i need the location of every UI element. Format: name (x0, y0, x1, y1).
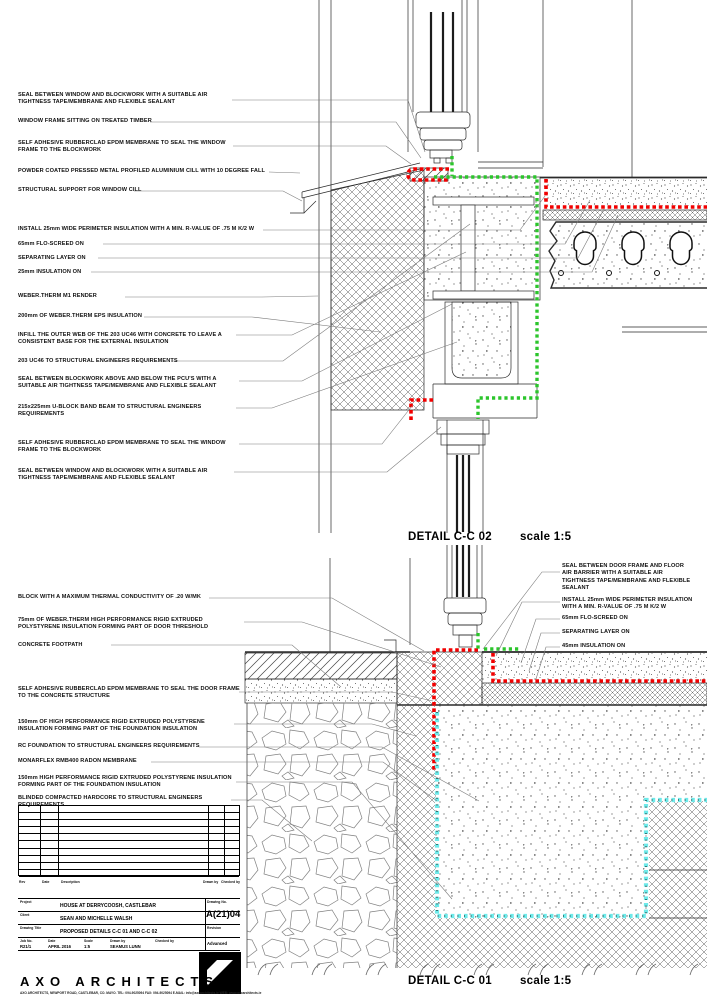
annotation-label: INSTALL 25mm WIDE PERIMETER INSULATION WITH A MIN. R-VALUE OF .75 M K/2 W (18, 226, 255, 232)
drawing-title-value: PROPOSED DETAILS C-C 01 AND C-C 02 (60, 929, 158, 935)
annotation-label: SELF ADHESIVE RUBBERCLAD EPDM MEMBRANE TO SEAL THE WINDOW FRAME TO THE BLOCKWORK (18, 140, 226, 154)
detail-cc02-section (290, 0, 707, 533)
drawing-no-label: Drawing No. (207, 900, 227, 904)
status-value: Advanced (207, 941, 228, 946)
annotation-label: BLINDED COMPACTED HARDCORE TO STRUCTURAL ENGINEERS REQUIREMENTS (18, 795, 203, 809)
annotation-label: CONCRETE FOOTPATH (18, 642, 83, 648)
revision-table-column-line (224, 805, 225, 876)
lower-window-lines (447, 420, 483, 533)
detail-cc02-title (408, 531, 571, 543)
edge-insulation-right (649, 801, 707, 918)
ceiling-lines (622, 327, 707, 332)
revision-table-column-line (40, 805, 41, 876)
date-value: APRIL 2016 (48, 944, 71, 949)
job-no-label: Job No. (20, 938, 33, 943)
revision-table (18, 805, 240, 876)
annotation-label: SEPARATING LAYER ON (562, 629, 630, 635)
annotation-label: WINDOW FRAME SITTING ON TREATED TIMBER (18, 118, 152, 124)
title-block-rule (18, 898, 240, 899)
drawing-title-label: Drawing Title (20, 926, 42, 930)
wall-face-lines (330, 558, 410, 652)
scale-value: 1:5 (84, 944, 91, 949)
annotation-label: SEPARATING LAYER ON (18, 255, 86, 261)
annotation-label: INSTALL 25mm WIDE PERIMETER INSULATION WITH A MIN. R-VALUE OF .75 M K/2 W (562, 597, 693, 611)
annotation-label: WEBER.THERM M1 RENDER (18, 293, 97, 299)
detail-title-text: DETAIL C-C 01 (408, 975, 492, 987)
detail-title-text: DETAIL C-C 02 (408, 531, 492, 543)
footpath-bedding (245, 679, 397, 703)
annotation-label: SEAL BETWEEN BLOCKWORK ABOVE AND BELOW THE PCU'S WITH A SUITABLE AIR TIGHTNESS TAPE/MEMBRANE AND FLEXIBLE SEALANT (18, 376, 217, 390)
revision-table-column-line (58, 805, 59, 876)
floor-insulation (482, 683, 707, 705)
annotation-label: 75mm OF WEBER.THERM HIGH PERFORMANCE RIGID EXTRUDED POLYSTYRENE INSULATION FORMING PART OF DOOR THRESHOLD (18, 617, 209, 631)
door-triple-glazing (457, 545, 469, 597)
scale-label: Scale (84, 938, 93, 943)
edge-insulation-left (397, 705, 435, 918)
hardcore (247, 703, 397, 968)
checked-by-col-header: Checked by (221, 880, 241, 884)
date-label: Date (48, 938, 56, 943)
detail-cc01-title (408, 975, 571, 987)
annotation-label: 200mm OF WEBER.THERM EPS INSULATION (18, 313, 142, 319)
perimeter-insulation-band (543, 210, 707, 220)
annotation-label: RC FOUNDATION TO STRUCTURAL ENGINEERS REQUIREMENTS (18, 743, 200, 749)
title-block-rule (18, 924, 240, 925)
annotation-label: SELF ADHESIVE RUBBERCLAD EPDM MEMBRANE TO SEAL THE WINDOW FRAME TO THE BLOCKWORK (18, 440, 226, 454)
annotation-label: MONARFLEX RMB400 RADON MEMBRANE (18, 758, 137, 764)
annotation-label: STRUCTURAL SUPPORT FOR WINDOW CILL (18, 187, 142, 193)
annotation-label: 150mm OF HIGH PERFORMANCE RIGID EXTRUDED POLYSTYRENE INSULATION FORMING PART OF THE FOUNDATION INSULATION (18, 719, 205, 733)
concrete-infill (424, 177, 540, 300)
annotation-label: 45mm INSULATION ON (562, 643, 626, 649)
detail-scale-text: scale 1:5 (519, 531, 572, 543)
annotation-label: 65mm FLO-SCREED ON (562, 615, 628, 621)
cill-support-bracket (290, 198, 316, 213)
detail-scale-text: scale 1:5 (519, 975, 572, 987)
drawn-by-col-header: Drawn by (203, 880, 219, 884)
job-no-value: R21/1 (20, 944, 32, 949)
annotation-label: 65mm FLO-SCREED ON (18, 241, 84, 247)
underslab-insulation (397, 918, 707, 968)
firm-address: AXO ARCHITECTS, NEWPORT ROAD, CASTLEBAR, CO. MAYO. TEL: 094-9025094 FAX: 094-9025094 E-MAIL: info@axoarchitects.ie WEB: www.axoarchitects.ie (20, 991, 262, 995)
client-label: Client (20, 913, 30, 917)
door-frame-lines (447, 545, 482, 598)
rev-col-header: Rev (19, 880, 26, 884)
annotation-label: 25mm INSULATION ON (18, 269, 82, 275)
client-value: SEAN AND MICHELLE WALSH (60, 916, 133, 922)
footpath-concrete (245, 653, 397, 679)
annotation-label: BLOCK WITH A MAXIMUM THERMAL CONDUCTIVITY OF .20 W/MK (18, 594, 202, 600)
annotation-label: INFILL THE OUTER WEB OF THE 203 UC46 WITH CONCRETE TO LEAVE A CONSISTENT BASE FOR THE EXTERNAL INSULATION (18, 332, 222, 346)
annotation-label: POWDER COATED PRESSED METAL PROFILED ALUMINIUM CILL WITH 10 DEGREE FALL (18, 168, 266, 174)
render-face-lines (319, 0, 331, 533)
annotation-label: SEAL BETWEEN WINDOW AND BLOCKWORK WITH A SUITABLE AIR TIGHTNESS TAPE/MEMBRANE AND FLEXIBLE SEALANT (18, 92, 208, 106)
revision-table-column-line (208, 805, 209, 876)
eps-insulation (331, 170, 424, 410)
annotation-label: SEAL BETWEEN WINDOW AND BLOCKWORK WITH A SUITABLE AIR TIGHTNESS TAPE/MEMBRANE AND FLEXIBLE SEALANT (18, 468, 208, 482)
annotation-label: 215x225mm U-BLOCK BAND BEAM TO STRUCTURAL ENGINEERS REQUIREMENTS (18, 404, 202, 418)
revision-label: Revision (207, 926, 222, 930)
title-block-divider (205, 898, 206, 950)
hollowcore-voids (574, 232, 692, 265)
project-label: Project (20, 900, 32, 904)
description-col-header: Description (61, 880, 80, 884)
checked-by-label: Checked by (155, 938, 175, 943)
drawn-by-label: Drawn by (110, 938, 126, 943)
title-block-rule (18, 950, 240, 951)
drawn-by-value: SEAMUS LUNN (110, 944, 141, 949)
annotation-label: SEAL BETWEEN DOOR FRAME AND FLOOR AIR BARRIER WITH A SUITABLE AIR TIGHTNESS TAPE/MEMBRANE AND FLEXIBLE SEALANT (562, 563, 691, 591)
flo-screed (482, 653, 707, 681)
flo-screed (543, 179, 707, 206)
threshold-insulation (397, 652, 482, 705)
firm-name: AXO ARCHITECTS (20, 974, 220, 989)
date-col-header: Date (42, 880, 50, 884)
annotation-label: SELF ADHESIVE RUBBERCLAD EPDM MEMBRANE TO SEAL THE DOOR FRAME TO THE CONCRETE STRUCTURE (18, 686, 240, 700)
project-value: HOUSE AT DERRYCOOSH, CASTLEBAR (60, 903, 156, 909)
drawing-no-value: A(21)04 (206, 909, 241, 920)
annotation-label: 150mm HIGH PERFORMANCE RIGID EXTRUDED POLYSTYRENE INSULATION FORMING PART OF THE FOUNDATION INSULATION (18, 775, 232, 789)
inner-wall-lines (478, 0, 632, 177)
u-block-core (452, 302, 511, 378)
annotation-label: 203 UC46 TO STRUCTURAL ENGINEERS REQUIREMENTS (18, 358, 178, 364)
